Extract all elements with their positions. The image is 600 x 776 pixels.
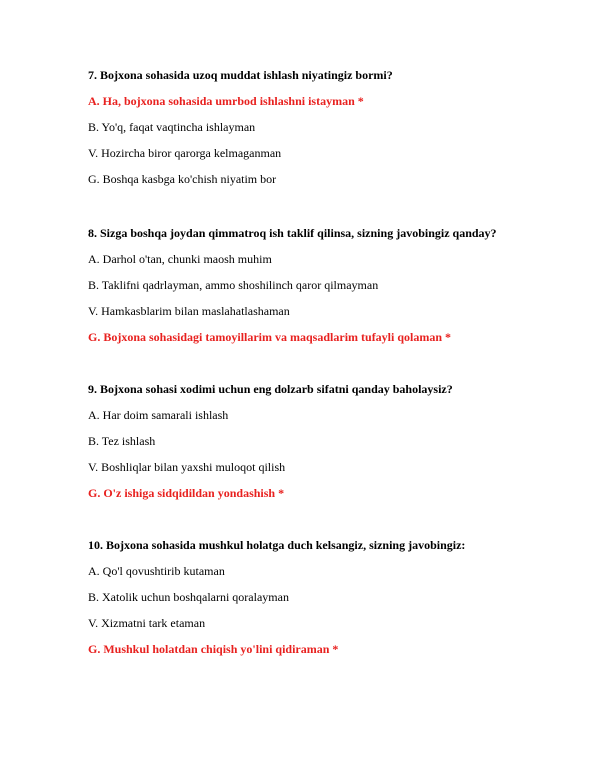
answer-option-g: G. Bojxona sohasidagi tamoyillarim va maqsadlarim tufayli qolaman * <box>88 330 452 344</box>
answer-option-a: A. Har doim samarali ishlash <box>88 408 229 422</box>
answer-option-a: A. Qo'l qovushtirib kutaman <box>88 564 225 578</box>
answer-option-b: B. Yo'q, faqat vaqtincha ishlayman <box>88 120 256 134</box>
answer-option-v: V. Hozircha biror qarorga kelmaganman <box>88 146 282 160</box>
answer-option-v: V. Hamkasblarim bilan maslahatlashaman <box>88 304 290 318</box>
question-title: 9. Bojxona sohasi xodimi uchun eng dolzarb sifatni qanday baholaysiz? <box>88 382 453 396</box>
question-title: 8. Sizga boshqa joydan qimmatroq ish taklif qilinsa, sizning javobingiz qanday? <box>88 226 497 240</box>
answer-option-b: B. Tez ishlash <box>88 434 156 448</box>
answer-option-a: A. Ha, bojxona sohasida umrbod ishlashni istayman * <box>88 94 364 108</box>
answer-option-g: G. Boshqa kasbga ko'chish niyatim bor <box>88 172 277 186</box>
answer-option-v: V. Boshliqlar bilan yaxshi muloqot qilish <box>88 460 286 474</box>
answer-option-b: B. Xatolik uchun boshqalarni qoralayman <box>88 590 289 604</box>
question-title: 7. Bojxona sohasida uzoq muddat ishlash niyatingiz bormi? <box>88 68 393 82</box>
question-8 <box>88 226 578 356</box>
answer-option-b: B. Taklifni qadrlayman, ammo shoshilinch qaror qilmayman <box>88 278 379 292</box>
answer-option-g: G. O'z ishiga sidqidildan yondashish * <box>88 486 285 500</box>
answer-option-g: G. Mushkul holatdan chiqish yo'lini qidiraman * <box>88 642 339 656</box>
answer-option-a: A. Darhol o'tan, chunki maosh muhim <box>88 252 272 266</box>
question-10 <box>88 538 578 668</box>
question-title: 10. Bojxona sohasida mushkul holatga duch kelsangiz, sizning javobingiz: <box>88 538 466 552</box>
question-9 <box>88 382 578 512</box>
question-7 <box>88 68 578 198</box>
answer-option-v: V. Xizmatni tark etaman <box>88 616 206 630</box>
